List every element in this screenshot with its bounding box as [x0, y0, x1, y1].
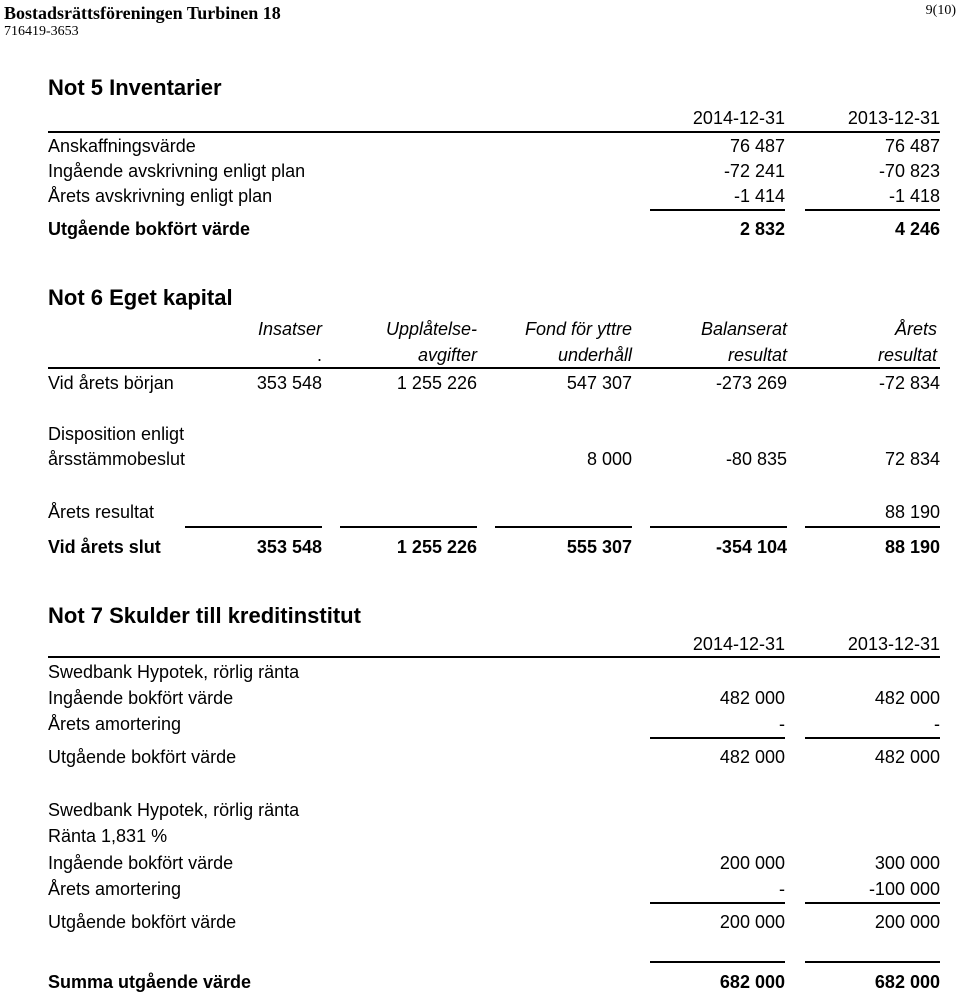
note6-cell: 353 548 [256, 373, 322, 393]
note6-row-label: årsstämmobeslut [48, 449, 186, 469]
note7-row-label: Utgående bokfört värde [48, 912, 237, 932]
note6-sum-rule [185, 526, 322, 528]
note6-row-label: Årets resultat [48, 502, 155, 522]
note7-col-2014: 2014-12-31 [692, 634, 785, 654]
note7-col-2013: 2013-12-31 [847, 634, 940, 654]
note6-cell: 8 000 [586, 449, 632, 469]
note6-sum-rule [340, 526, 477, 528]
page-number: 9(10) [925, 3, 956, 18]
note7-loan-name: Swedbank Hypotek, rörlig ränta [48, 800, 300, 820]
note7-header-rule [48, 656, 940, 658]
note6-cell: -80 835 [725, 449, 787, 469]
note5-row-value: 76 487 [729, 136, 785, 156]
note5-row-value: -1 418 [888, 186, 940, 206]
note7-row-value: 200 000 [719, 912, 785, 932]
note7-row-value: 482 000 [874, 688, 940, 708]
note5-row-value: -72 241 [723, 161, 785, 181]
organization-number: 716419-3653 [4, 24, 79, 39]
note6-sum-rule [650, 526, 787, 528]
note6-col-header: Fond för yttre [524, 319, 632, 339]
note7-subtotal-rule [650, 902, 785, 904]
note7-row-value: 482 000 [719, 688, 785, 708]
note5-title: Not 5 Inventarier [48, 75, 222, 100]
note7-row-label: Ingående bokfört värde [48, 853, 234, 873]
note6-cell: 555 307 [566, 537, 632, 557]
note7-row-label: Utgående bokfört värde [48, 747, 237, 767]
note6-col-header: avgifter [417, 345, 477, 365]
note7-row-value: 482 000 [874, 747, 940, 767]
note7-sum-rule [650, 961, 785, 963]
note5-row-value: -1 414 [733, 186, 785, 206]
note5-subtotal-rule [805, 209, 940, 211]
note7-loan-name: Swedbank Hypotek, rörlig ränta [48, 662, 300, 682]
note6-cell: -354 104 [715, 537, 787, 557]
note5-total-label: Utgående bokfört värde [48, 219, 251, 239]
note6-col-header: Insatser [257, 319, 322, 339]
note6-row-label: Vid årets slut [48, 537, 161, 557]
note7-subtotal-rule [805, 737, 940, 739]
note6-cell: 353 548 [256, 537, 322, 557]
note6-cell: 88 190 [884, 537, 940, 557]
note7-row-value: - [934, 714, 940, 734]
note6-sum-rule [805, 526, 940, 528]
note7-subtotal-rule [650, 737, 785, 739]
note5-col-2013: 2013-12-31 [847, 108, 940, 128]
note5-row-label: Årets avskrivning enligt plan [48, 186, 273, 206]
note5-row-value: -70 823 [878, 161, 940, 181]
note5-row-label: Ingående avskrivning enligt plan [48, 161, 306, 181]
note7-sum-value: 682 000 [874, 972, 940, 992]
note6-col-header: resultat [877, 345, 937, 365]
note7-row-value: - [779, 714, 785, 734]
note7-row-value: 300 000 [874, 853, 940, 873]
note7-sum-rule [805, 961, 940, 963]
organization-name: Bostadsrättsföreningen Turbinen 18 [4, 3, 281, 23]
note6-cell: 88 190 [884, 502, 940, 522]
note6-header-rule [48, 367, 940, 369]
note7-row-value: 200 000 [874, 912, 940, 932]
note5-row-label: Anskaffningsvärde [48, 136, 196, 156]
note7-row-label: Årets amortering [48, 879, 182, 899]
note6-cell: 1 255 226 [396, 373, 477, 393]
note7-row-label: Ingående bokfört värde [48, 688, 234, 708]
note7-title: Not 7 Skulder till kreditinstitut [48, 603, 361, 628]
note6-sum-rule [495, 526, 632, 528]
note6-row-label: Disposition enligt [48, 424, 185, 444]
note5-subtotal-rule [650, 209, 785, 211]
note7-sum-label: Summa utgående värde [48, 972, 252, 992]
note6-cell: -273 269 [715, 373, 787, 393]
note6-col-header: Årets [894, 319, 937, 339]
note7-row-value: 482 000 [719, 747, 785, 767]
note5-total-value: 2 832 [739, 219, 785, 239]
note5-header-rule [48, 131, 940, 133]
note7-row-label: Årets amortering [48, 714, 182, 734]
note6-row-label: Vid årets början [48, 373, 174, 393]
note5-total-value: 4 246 [894, 219, 940, 239]
note5-col-2014: 2014-12-31 [692, 108, 785, 128]
note6-cell: -72 834 [878, 373, 940, 393]
note7-loan-rate: Ränta 1,831 % [48, 826, 168, 846]
note6-cell: 72 834 [884, 449, 940, 469]
note7-sum-value: 682 000 [719, 972, 785, 992]
note6-col-header: underhåll [557, 345, 632, 365]
note6-col-header: Upplåtelse- [385, 319, 477, 339]
note7-subtotal-rule [805, 902, 940, 904]
note7-row-value: 200 000 [719, 853, 785, 873]
note6-cell: 547 307 [566, 373, 632, 393]
note5-row-value: 76 487 [884, 136, 940, 156]
note7-row-value: - [779, 879, 785, 899]
note6-col-header: Balanserat [700, 319, 787, 339]
note6-title: Not 6 Eget kapital [48, 285, 233, 310]
note6-cell: 1 255 226 [396, 537, 477, 557]
note6-col-header: resultat [727, 345, 787, 365]
note6-col-header: . [316, 345, 322, 365]
note7-row-value: -100 000 [868, 879, 940, 899]
